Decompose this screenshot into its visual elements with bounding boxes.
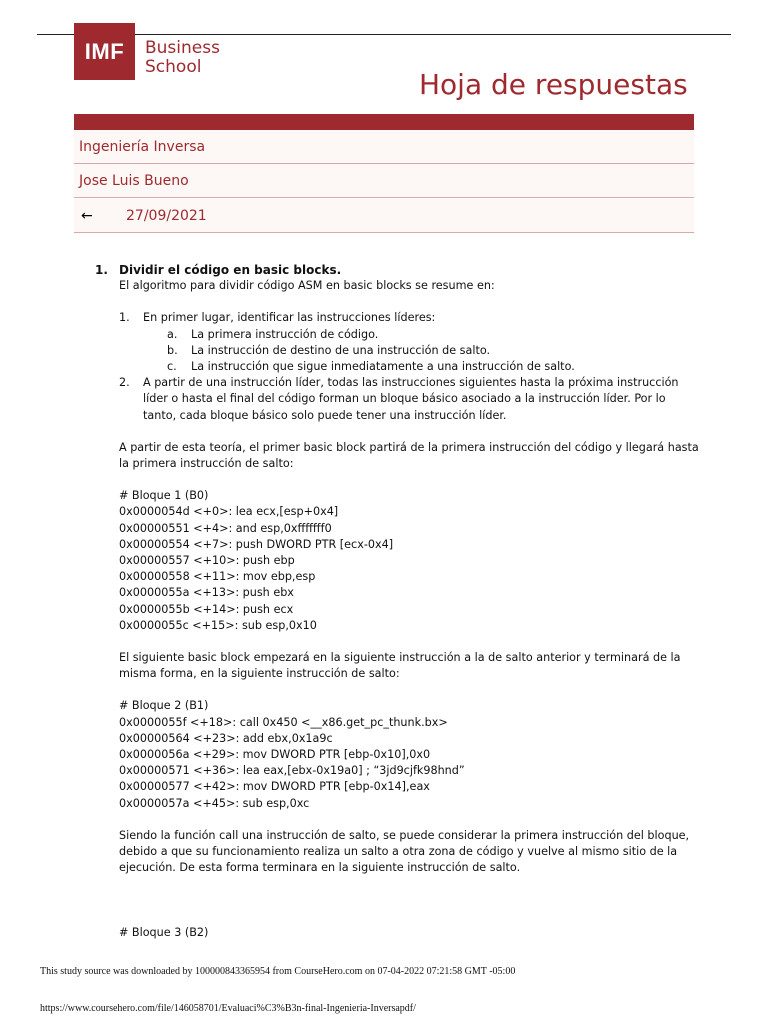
code-line: 0x00000558 <+11>: mov ebp,esp [119, 570, 316, 584]
block1-title: # Bloque 1 (B0) [119, 489, 209, 503]
answer-body [95, 262, 705, 941]
sub-list-item: a. La primera instrucción de código. [167, 327, 379, 341]
list-item: 2. A partir de una instrucción líder, todas las instrucciones siguientes hasta la próxima instrucción líder o hasta el final del código forman un bloque básico asociado a la instrucción líder. Por lo tanto, cada bloque básico solo puede tener una instrucción líder. [119, 376, 679, 422]
list-item: 1. En primer lugar, identificar las instrucciones líderes: [119, 311, 436, 325]
page-title: Hoja de respuestas [419, 68, 688, 101]
code-line: 0x00000554 <+7>: push DWORD PTR [ecx-0x4] [119, 537, 394, 551]
arrow-icon: ← [81, 207, 93, 224]
imf-logo-text [145, 39, 220, 77]
top-rule [37, 34, 731, 35]
date-value: 27/09/2021 [126, 207, 207, 224]
code-line: 0x0000055f <+18>: call 0x450 <__x86.get_pc_thunk.bx> [119, 715, 448, 729]
block2-title: # Bloque 2 (B1) [119, 699, 209, 713]
code-line: 0x0000054d <+0>: lea ecx,[esp+0x4] [119, 505, 339, 519]
sub-list-item: c. La instrucción que sigue inmediatamente a una instrucción de salto. [167, 360, 575, 374]
paragraph-3: Siendo la función call una instrucción de salto, se puede considerar la primera instrucción del bloque, debido a que su funcionamiento realiza un salto a otra zona de código y vuelve al mismo sitio de la ejecución. De esta forma terminara en la siguiente instrucción de salto. [119, 828, 690, 875]
section-heading [95, 262, 705, 278]
code-line: 0x0000055b <+14>: push ecx [119, 602, 294, 616]
intro-text: El algoritmo para dividir código ASM en basic blocks se resume en: [119, 279, 495, 293]
logo-line-business: Business [145, 38, 220, 58]
code-line: 0x00000551 <+4>: and esp,0xfffffff0 [119, 521, 332, 535]
paragraph-2: El siguiente basic block empezará en la siguiente instrucción a la de salto anterior y terminará de la misma forma, en la siguiente instrucción de salto: [119, 651, 681, 681]
section-title: Dividir el código en basic blocks. [119, 263, 342, 277]
date-field [74, 199, 694, 233]
block3-title: # Bloque 3 (B2) [119, 925, 209, 939]
student-value: Jose Luis Bueno [79, 172, 189, 189]
code-line: 0x0000057a <+45>: sub esp,0xc [119, 796, 310, 810]
code-line: 0x00000564 <+23>: add ebx,0x1a9c [119, 731, 333, 745]
download-notice: This study source was downloaded by 100000843365954 from CourseHero.com on 07-04-2022 07:21:58 GMT -05:00 [40, 966, 516, 977]
source-url[interactable]: https://www.coursehero.com/file/146058701/Evaluaci%C3%B3n-final-Ingenieria-Inversapdf/ [40, 1003, 416, 1014]
paragraph-1: A partir de esta teoría, el primer basic block partirá de la primera instrucción del código y llegará hasta la primera instrucción de salto: [119, 440, 699, 471]
logo-line-school: School [145, 57, 202, 77]
student-field [74, 164, 694, 198]
code-line: 0x0000056a <+29>: mov DWORD PTR [ebp-0x10],0x0 [119, 748, 431, 762]
section-number: 1. [95, 263, 108, 277]
subject-field [74, 130, 694, 164]
code-line: 0x0000055a <+13>: push ebx [119, 586, 294, 600]
sub-list-item: b. La instrucción de destino de una instrucción de salto. [167, 343, 491, 357]
code-line: 0x0000055c <+15>: sub esp,0x10 [119, 618, 317, 632]
code-line: 0x00000577 <+42>: mov DWORD PTR [ebp-0x14],eax [119, 780, 430, 794]
code-line: 0x00000557 <+10>: push ebp [119, 554, 295, 568]
code-line: 0x00000571 <+36>: lea eax,[ebx-0x19a0] ; “3jd9cjfk98hnd” [119, 764, 465, 778]
subject-value: Ingeniería Inversa [79, 138, 206, 155]
imf-logo-mark: IMF [74, 23, 135, 80]
